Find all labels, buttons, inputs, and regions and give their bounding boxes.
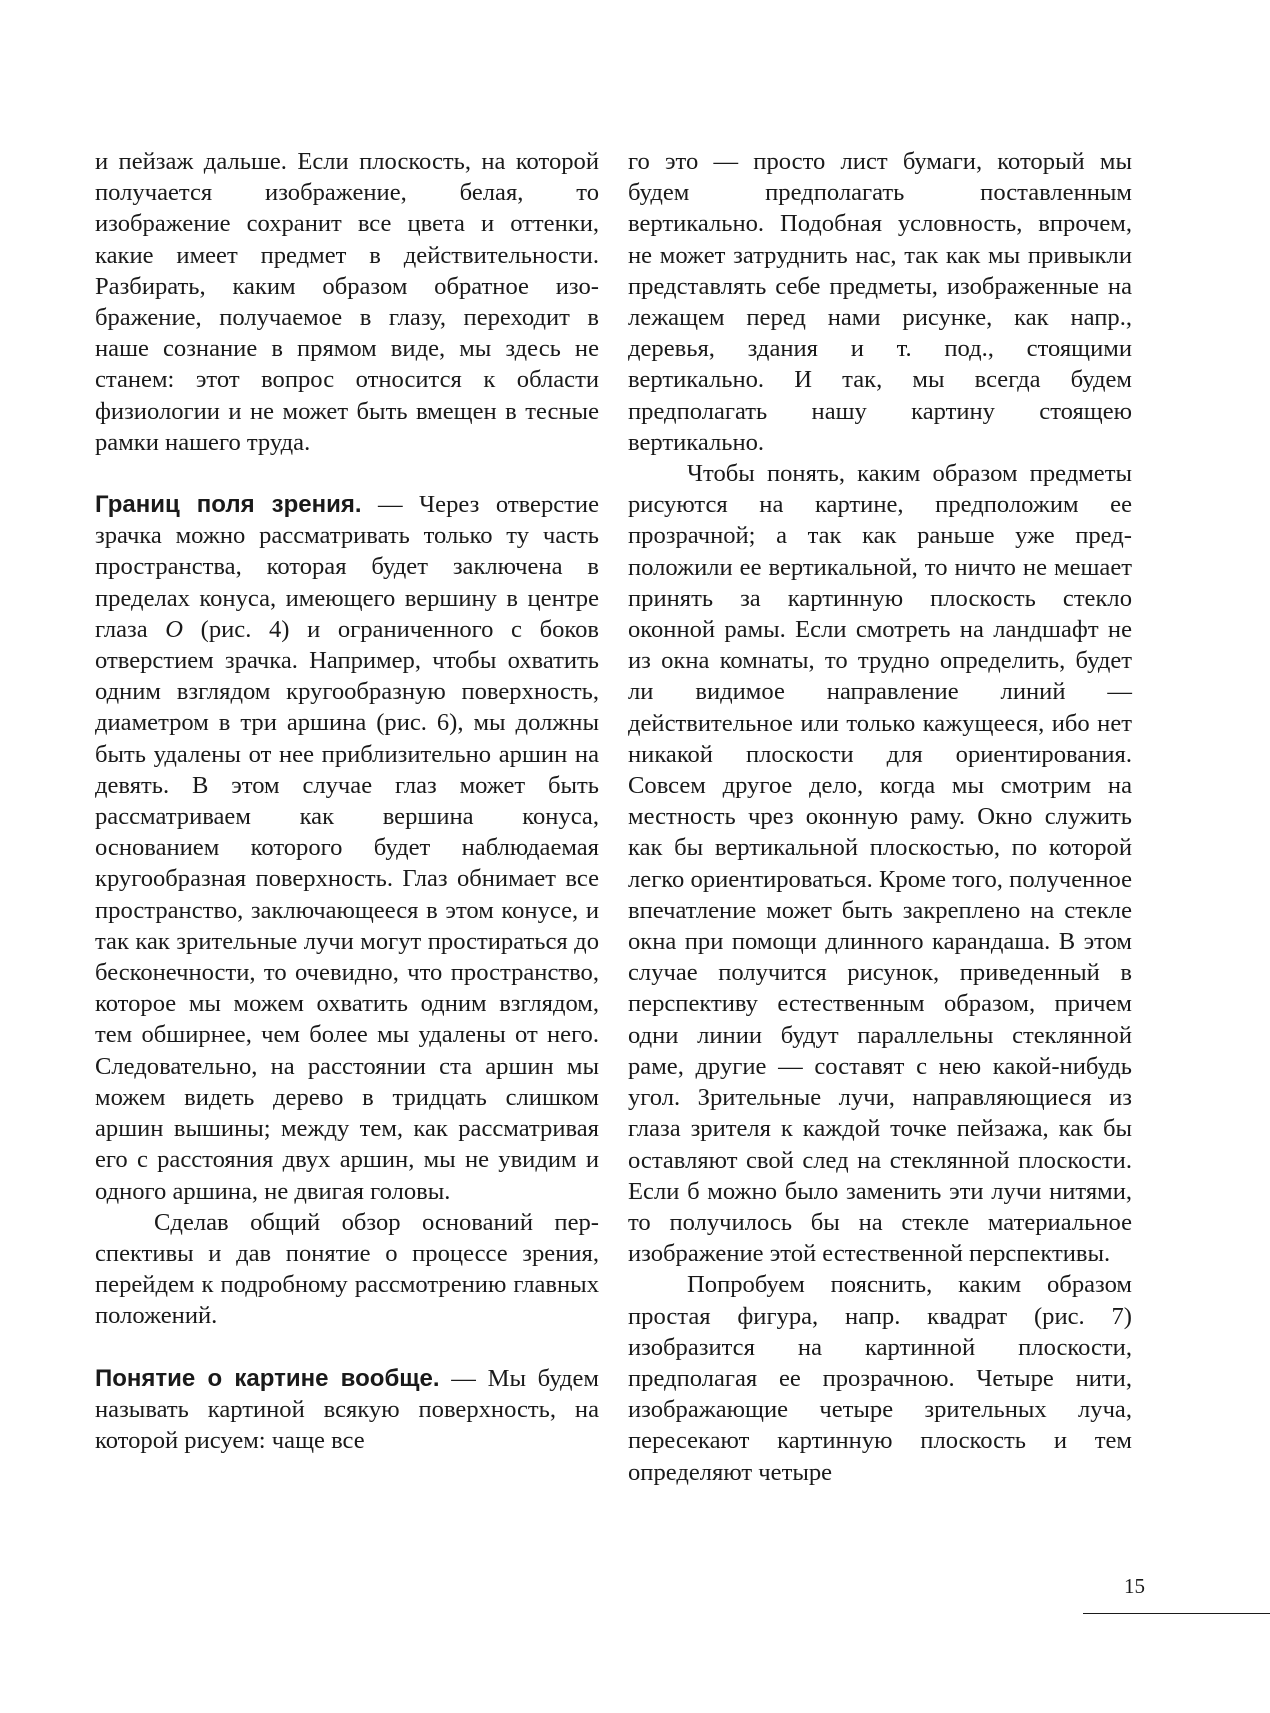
paragraph-text: — Мы будем называть картиной всякую поверхность, на которой рисуем: чаще все xyxy=(95,1364,599,1454)
right-column xyxy=(628,146,1132,1488)
page-number: 15 xyxy=(1124,1574,1145,1598)
paragraph: Чтобы понять, каким образом предметы рисуются на картине, предположим ее прозрачной; а так как раньше уже предположили ее вертикальной, то ничто не мешает принять за картинную плоскость стекло оконной рамы. Если смотреть на ландшафт не из окна комнаты, то трудно определить, будет ли видимое направление линий — действительное или только кажущееся, ибо нет никакой плоскости для ориентирования. Совсем другое дело, когда мы смотрим на местность чрез оконную раму. Окно служить как бы вертикальной плоскостью, по которой легко ориентироваться. Кроме того, полученное впечатление может быть закреплено на стекле окна при помощи длинного карандаша. В этом случае получится рисунок, приведенный в перспективу естественным образом, причем одни линии будут параллельны стеклянной раме, другие — составят с нею какой-нибудь угол. Зрительные лучи, направляющиеся из глаза зрителя к каждой точке пейзажа, как бы оставляют свой след на стеклянной плоскости. Если б можно было заменить эти лучи нитями, то получилось бы на стекле материальное изображение этой естественной перспективы. xyxy=(628,460,1132,1268)
paragraph: го это — просто лист бумаги, который мы будем предполагать поставленным вертикально. Подобная условность, впрочем, не может затруднить нас, так как мы привыкли представлять себе предметы, изображенные на лежащем перед нами рисунке, как напр., деревья, здания и т. под., стоящими вертикально. И так, мы всегда будем предполагать нашу картину стоящею вертикально. xyxy=(628,148,1132,456)
section-heading: Понятие о картине вообще. xyxy=(95,1364,440,1392)
paragraph: и пейзаж дальше. Если плоскость, на которой получается изображение, белая, то изображение сохранит все цвета и оттенки, какие имеет предмет в действительности. Разбирать, каким образом обратное изображение, получаемое в глазу, переходит в наше сознание в прямом виде, мы здесь не станем: этот вопрос относится к области физиологии и не может быть вмещен в тесные рамки нашего труда. xyxy=(95,148,599,456)
footer-rule xyxy=(1083,1613,1270,1614)
paragraph: Сделав общий обзор оснований перспективы и дав понятие о процессе зрения, перейдем к подробному рассмотрению главных положений. xyxy=(95,1208,599,1330)
paragraph-text: — Через отверстие зрачка можно рассматривать только ту часть пространства, которая будет заключена в пределах конуса, имеющего вершину в центре глаза xyxy=(95,491,599,643)
paragraph xyxy=(95,489,599,1207)
paragraph-text: (рис. 4) и ограниченного с боков отверстием зрачка. Например, чтобы охватить одним взглядом кругообразную поверхность, диаметром в три аршина (рис. 6), мы должны быть удалены от нее приблизительно аршин на девять. В этом случае глаз может быть рассматриваем как вершина конуса, основанием которого будет наблюдаемая кругообразная поверхность. Глаз обнимает все пространство, заключающееся в этом конусе, и так как зрительные лучи могут простираться до бесконечности, то очевидно, что пространство, которое мы можем охватить одним взглядом, тем обширнее, чем более мы удалены от него. Следовательно, на расстоянии ста аршин мы можем видеть дерево в тридцать слишком аршин вышины; между тем, как рассматривая его с расстояния двух аршин, мы не увидим и одного аршина, не двигая головы. xyxy=(95,615,600,1205)
paragraph xyxy=(95,1363,599,1457)
section-heading: Границ поля зрения. xyxy=(95,491,362,519)
left-column xyxy=(95,146,599,1456)
italic-letter: O xyxy=(165,615,184,643)
paragraph: Попробуем пояснить, каким образом простая фигура, напр. квадрат (рис. 7) изобразится на картинной плоскости, предполагая ее прозрачною. Четыре нити, изображающие четыре зрительных луча, пересекают картинную плоскость и тем определяют четыре xyxy=(628,1271,1132,1486)
